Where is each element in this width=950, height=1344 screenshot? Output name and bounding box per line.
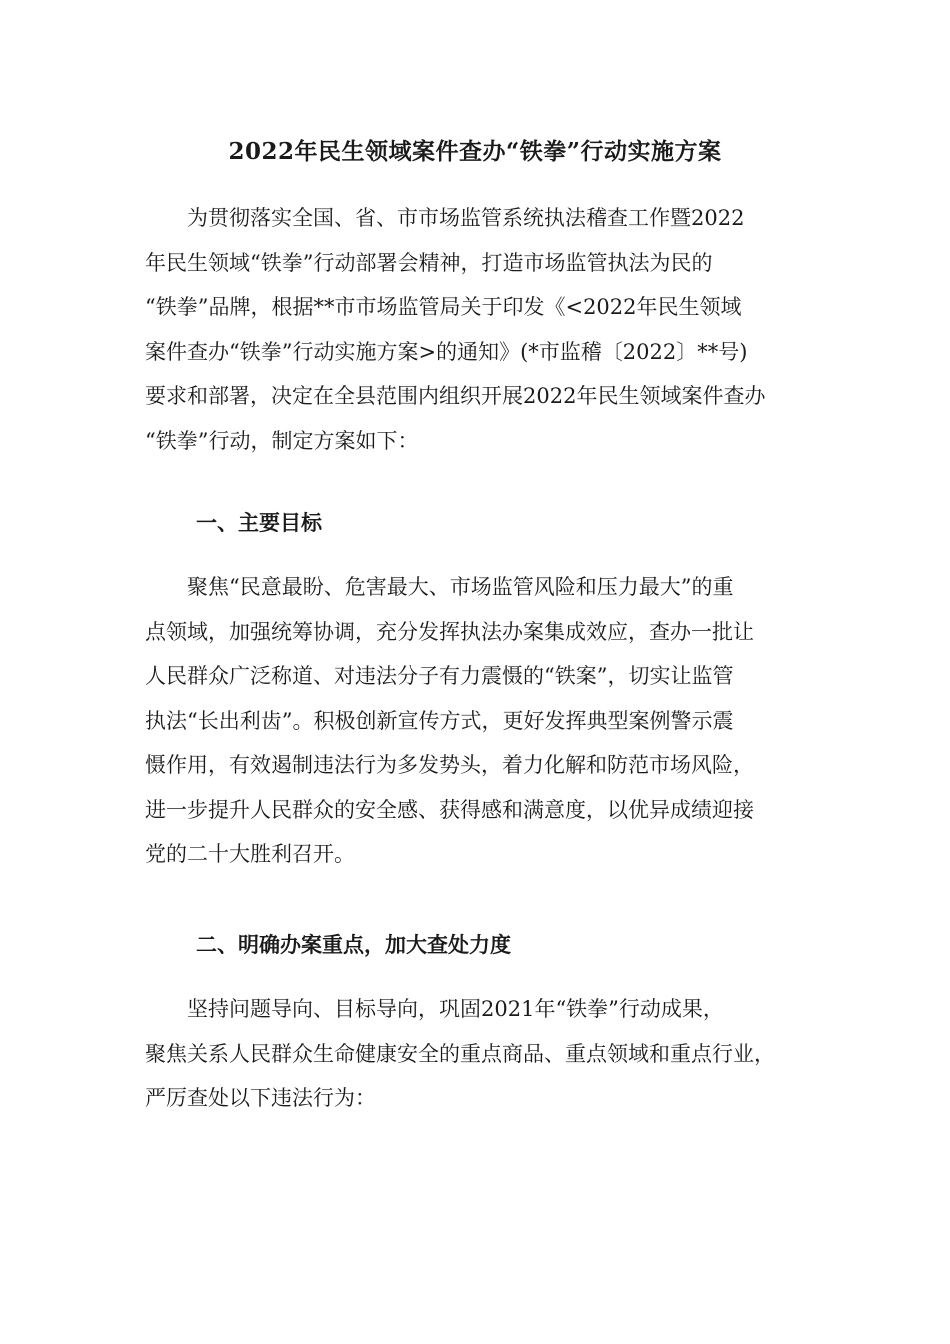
paragraph-line: 党的二十大胜利召开。 bbox=[145, 842, 355, 866]
paragraph-line: “铁拳”行动，制定方案如下： bbox=[145, 428, 419, 453]
paragraph-line: 案件查办“铁拳”行动实施方案>的通知》(*市监稽〔2022〕**号) bbox=[145, 339, 748, 364]
paragraph-line: 聚焦关系人民群众生命健康安全的重点商品、重点领域和重点行业， bbox=[145, 1041, 775, 1066]
focus-paragraph bbox=[145, 987, 807, 1121]
section-heading-goals: 一、主要目标 bbox=[196, 510, 322, 535]
paragraph-line: “铁拳”品牌，根据**市市场监管局关于印发《<2022年民生领域 bbox=[145, 295, 742, 319]
section-heading-focus: 二、明确办案重点，加大查处力度 bbox=[196, 932, 511, 957]
paragraph-line: 慑作用，有效遏制违法行为多发势头，着力化解和防范市场风险， bbox=[145, 753, 754, 777]
paragraph-line: 进一步提升人民群众的安全感、获得感和满意度，以优异成绩迎接 bbox=[145, 797, 754, 822]
goals-paragraph bbox=[145, 565, 807, 877]
paragraph-line: 严厉查处以下违法行为： bbox=[145, 1086, 376, 1110]
paragraph-line: 年民生领域“铁拳”行动部署会精神，打造市场监管执法为民的 bbox=[145, 250, 713, 275]
paragraph-line: 要求和部署，决定在全县范围内组织开展2022年民生领域案件查办 bbox=[145, 384, 766, 408]
document-title: 2022年民生领域案件查办“铁拳”行动实施方案 bbox=[228, 138, 722, 165]
paragraph-line: 坚持问题导向、目标导向，巩固2021年“铁拳”行动成果， bbox=[187, 997, 724, 1021]
paragraph-line: 聚焦“民意最盼、危害最大、市场监管风险和压力最大”的重 bbox=[187, 575, 734, 599]
paragraph-line: 为贯彻落实全国、省、市市场监管系统执法稽查工作暨2022 bbox=[187, 206, 745, 230]
intro-paragraph bbox=[145, 196, 807, 463]
paragraph-line: 人民群众广泛称道、对违法分子有力震慑的“铁案”，切实让监管 bbox=[145, 664, 734, 688]
paragraph-line: 点领域，加强统筹协调，充分发挥执法办案集成效应，查办一批让 bbox=[145, 619, 754, 644]
paragraph-line: 执法“长出利齿”。积极创新宣传方式，更好发挥典型案例警示震 bbox=[145, 708, 734, 733]
